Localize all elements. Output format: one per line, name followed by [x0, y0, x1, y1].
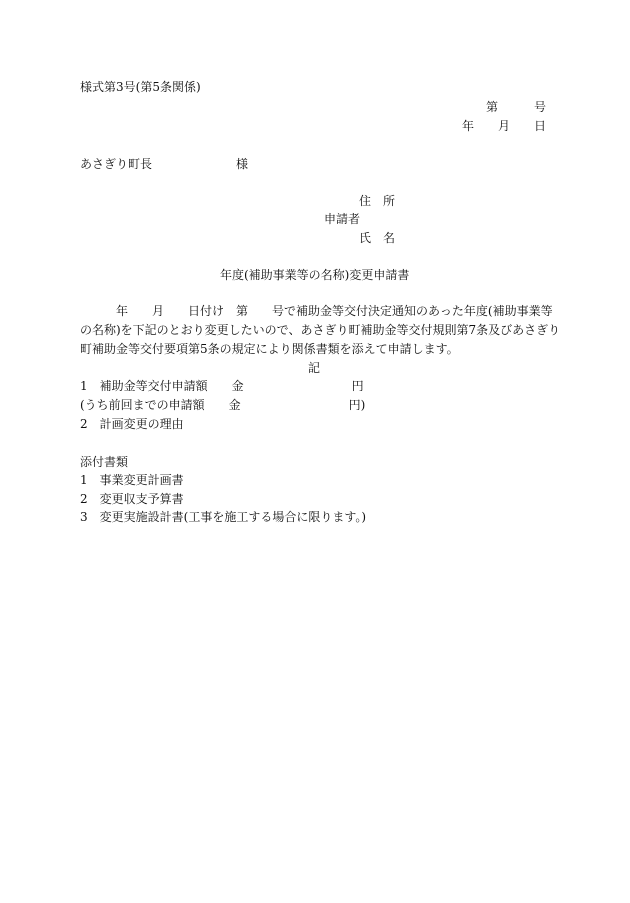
- attachment-item: 2 変更収支予算書: [80, 492, 184, 506]
- attachments-heading: 添付書類: [80, 455, 129, 469]
- attachment-item: 1 事業変更計画書: [80, 473, 184, 487]
- attachment-item: 3 変更実施設計書(工事を施工する場合に限ります。): [80, 510, 367, 524]
- body-line-2: の名称)を下記のとおり変更したいので、あさぎり町補助金等交付規則第7条及びあさぎり: [80, 323, 561, 337]
- document-date: 年 月 日: [461, 119, 546, 133]
- item-application-amount: 1 補助金等交付申請額 金 円: [80, 379, 364, 393]
- document-title: 年度(補助事業等の名称)変更申請書: [220, 268, 410, 282]
- form-label: 様式第3号(第5条関係): [80, 80, 201, 94]
- body-line-1: 年 月 日付け 第 号で補助金等交付決定通知のあった年度(補助事業等: [80, 304, 553, 318]
- body-line-3: 町補助金等交付要項第5条の規定により関係書類を添えて申請します。: [80, 342, 459, 356]
- item-previous-amount: (うち前回までの申請額 金 円): [80, 398, 366, 412]
- document-number: 第 号: [485, 100, 546, 114]
- ki-heading: 記: [308, 361, 321, 375]
- item-change-reason: 2 計画変更の理由: [80, 417, 184, 431]
- name-label: 氏 名: [359, 231, 396, 245]
- addressee: あさぎり町長 様: [80, 157, 249, 171]
- applicant-label: 申請者: [324, 212, 361, 226]
- address-label: 住 所: [359, 194, 396, 208]
